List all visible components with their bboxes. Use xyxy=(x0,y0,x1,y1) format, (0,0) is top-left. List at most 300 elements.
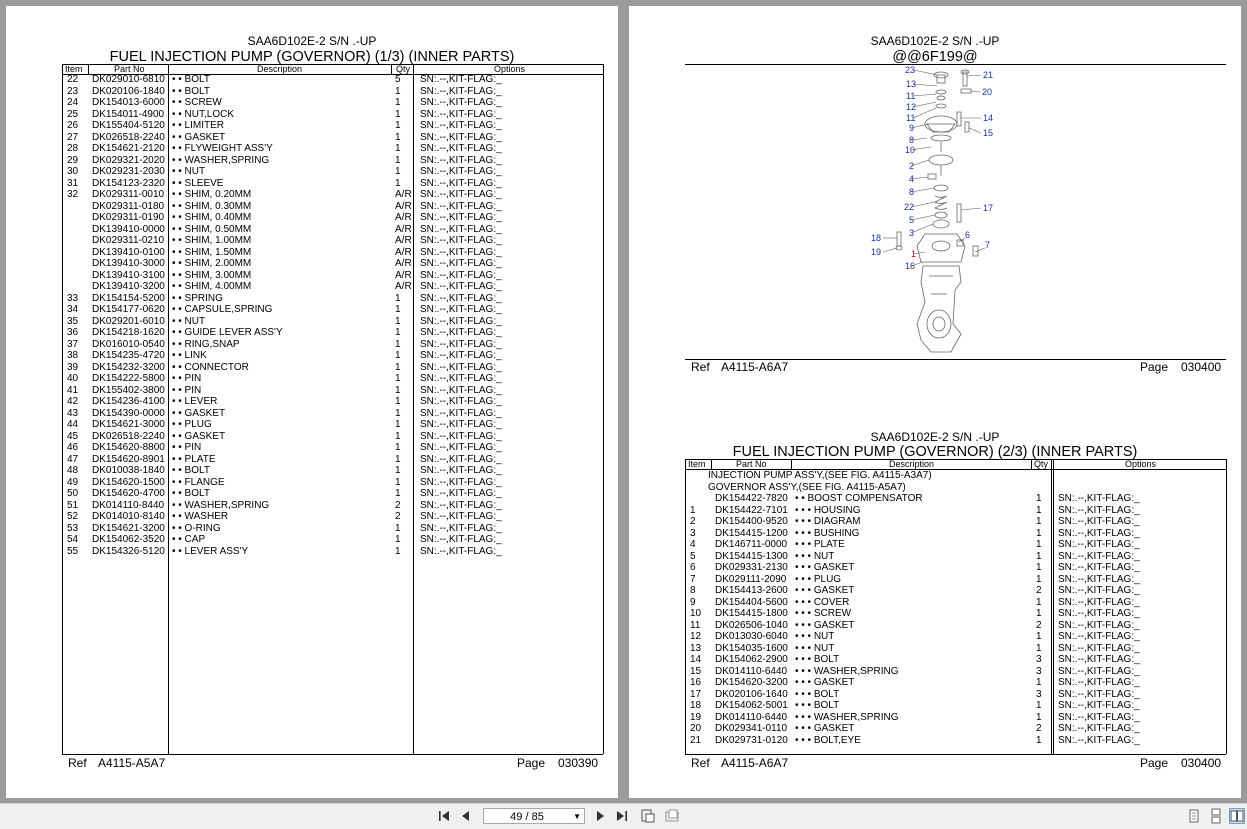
table-row xyxy=(629,574,1229,586)
fit-width-icon[interactable] xyxy=(664,808,680,824)
options-cell: SN:.--,KIT-FLAG:_ xyxy=(420,235,502,246)
options-cell: SN:.--,KIT-FLAG:_ xyxy=(420,338,502,350)
qty-cell: 1 xyxy=(395,304,401,315)
column-header-part-no: Part No xyxy=(114,64,145,74)
qty-cell: 1 xyxy=(1036,550,1042,562)
callout-label: 5 xyxy=(909,215,915,225)
qty-cell: 1 xyxy=(395,166,401,177)
table-row xyxy=(6,304,606,316)
part-number-cell: DK154013-6000 xyxy=(92,97,165,108)
next-page-icon[interactable] xyxy=(592,808,608,824)
part-number-cell: DK155402-3800 xyxy=(92,384,165,396)
callout-label: 3 xyxy=(909,228,915,238)
item-cell: 37 xyxy=(67,338,79,350)
options-cell: SN:.--,KIT-FLAG:_ xyxy=(420,97,502,108)
description-cell: • • CONNECTOR xyxy=(172,361,249,373)
item-cell: 42 xyxy=(67,396,79,407)
part-number-cell: DK029010-6810 xyxy=(92,74,165,85)
options-cell: SN:.--,KIT-FLAG:_ xyxy=(1058,550,1140,562)
options-cell: SN:.--,KIT-FLAG:_ xyxy=(1058,493,1140,504)
qty-cell: 1 xyxy=(1036,734,1042,746)
qty-cell: 1 xyxy=(395,419,401,430)
document-page-left xyxy=(6,6,618,798)
options-cell: SN:.--,KIT-FLAG:_ xyxy=(420,74,502,85)
callout-label: 11 xyxy=(906,91,916,101)
options-cell: SN:.--,KIT-FLAG:_ xyxy=(420,189,502,200)
qty-cell: 1 xyxy=(395,453,401,465)
callout-labels xyxy=(871,65,993,271)
callout-label: 16 xyxy=(905,261,916,271)
callout-label: 22 xyxy=(904,202,915,212)
description-cell: • • BOLT xyxy=(172,488,210,499)
description-cell: • • PIN xyxy=(172,373,202,384)
item-cell: 55 xyxy=(67,545,79,557)
table-row xyxy=(629,677,1229,689)
fit-page-icon[interactable] xyxy=(640,808,656,824)
item-cell: 31 xyxy=(67,177,79,189)
item-cell: 16 xyxy=(690,677,702,688)
options-cell: SN:.--,KIT-FLAG:_ xyxy=(420,258,502,269)
last-page-icon[interactable] xyxy=(614,808,630,824)
part-number-cell: DK029341-0110 xyxy=(715,723,788,734)
options-cell: SN:.--,KIT-FLAG:_ xyxy=(420,292,502,304)
figure-ref-value: A4115-A6A7 xyxy=(721,360,789,374)
description-cell: • • • GASKET xyxy=(795,723,855,734)
description-cell: • • SHIM, 2.00MM xyxy=(172,258,252,269)
part-number-cell: DK013030-6040 xyxy=(715,631,788,642)
qty-cell: 1 xyxy=(1036,493,1042,504)
part-number-cell: DK014110-8440 xyxy=(92,499,165,511)
parts-page-label: Page xyxy=(1140,756,1169,770)
options-cell: SN:.--,KIT-FLAG:_ xyxy=(420,166,502,177)
options-cell: SN:.--,KIT-FLAG:_ xyxy=(1058,596,1140,608)
callout-label: 20 xyxy=(982,87,993,97)
qty-cell: 1 xyxy=(395,108,401,120)
table-row xyxy=(629,539,1229,551)
part-number-cell: DK154035-1600 xyxy=(715,642,788,654)
description-cell: • • SHIM, 0.50MM xyxy=(172,223,252,235)
item-cell: 43 xyxy=(67,407,79,419)
part-number-cell: DK029231-2030 xyxy=(92,166,165,177)
table-row xyxy=(629,654,1229,666)
item-cell: 27 xyxy=(67,131,79,143)
options-cell: SN:.--,KIT-FLAG:_ xyxy=(420,269,502,281)
part-number-cell: DK154062-2900 xyxy=(715,654,788,665)
options-cell: SN:.--,KIT-FLAG:_ xyxy=(1058,504,1140,516)
prev-page-icon[interactable] xyxy=(458,808,474,824)
qty-cell: 2 xyxy=(1036,723,1042,734)
qty-cell: 1 xyxy=(1036,539,1042,550)
item-cell: 33 xyxy=(67,292,79,304)
figure-title: @@6F199@ xyxy=(892,49,978,65)
table-row xyxy=(629,689,1229,701)
description-cell: • • SHIM, 3.00MM xyxy=(172,269,252,281)
qty-cell: 5 xyxy=(395,74,401,85)
part-number-cell: DK029731-0120 xyxy=(715,734,788,746)
description-cell: • • SHIM, 1.00MM xyxy=(172,235,252,246)
item-cell: 53 xyxy=(67,522,79,534)
column-header-options: Options xyxy=(494,64,526,74)
callout-label: 2 xyxy=(909,161,915,171)
qty-cell: 1 xyxy=(395,131,401,143)
part-number-cell: DK139410-0100 xyxy=(92,246,165,258)
qty-cell: 1 xyxy=(395,396,401,407)
description-cell: • • LINK xyxy=(172,350,207,361)
callout-label: 6 xyxy=(965,230,971,240)
options-cell: SN:.--,KIT-FLAG:_ xyxy=(420,200,502,212)
options-cell: SN:.--,KIT-FLAG:_ xyxy=(420,430,502,442)
description-cell: • • • BOLT xyxy=(795,654,840,665)
table-row xyxy=(6,97,606,109)
callout-label: 13 xyxy=(906,79,917,89)
qty-cell: 1 xyxy=(1036,573,1042,585)
part-number-cell: DK154236-4100 xyxy=(92,396,165,407)
exploded-parts-diagram xyxy=(685,62,1226,358)
options-cell: SN:.--,KIT-FLAG:_ xyxy=(420,361,502,373)
options-cell: SN:.--,KIT-FLAG:_ xyxy=(420,453,502,465)
description-cell: • • • SCREW xyxy=(795,608,852,619)
item-cell: 17 xyxy=(690,688,702,700)
description-cell: • • • WASHER,SPRING xyxy=(795,711,899,723)
description-cell: • • LIMITER xyxy=(172,120,225,131)
description-cell: • • • DIAGRAM xyxy=(795,516,861,527)
callout-label: 8 xyxy=(909,135,915,145)
column-header-qty: Qty xyxy=(396,64,411,74)
callout-label: 9 xyxy=(909,123,915,133)
description-cell: • • BOLT xyxy=(172,465,210,476)
table-row xyxy=(6,477,606,489)
qty-cell: 1 xyxy=(395,177,401,189)
description-cell: • • • PLATE xyxy=(795,539,845,550)
options-cell: SN:.--,KIT-FLAG:_ xyxy=(420,281,502,292)
options-cell: SN:.--,KIT-FLAG:_ xyxy=(420,327,502,338)
item-cell: 22 xyxy=(67,74,79,85)
qty-cell: 1 xyxy=(395,327,401,338)
column-header-item: Item xyxy=(65,64,83,74)
qty-cell: A/R xyxy=(395,258,412,269)
first-page-icon[interactable] xyxy=(436,808,452,824)
options-cell: SN:.--,KIT-FLAG:_ xyxy=(420,419,502,430)
options-cell: SN:.--,KIT-FLAG:_ xyxy=(420,154,502,166)
table-row xyxy=(6,373,606,385)
description-cell: • • • WASHER,SPRING xyxy=(795,665,899,677)
description-cell: • • SPRING xyxy=(172,292,223,304)
table-row xyxy=(6,201,606,213)
table-row xyxy=(6,155,606,167)
description-cell: • • SCREW xyxy=(172,97,222,108)
item-cell: 47 xyxy=(67,453,79,465)
description-cell: • • • BOLT xyxy=(795,688,840,700)
part-number-cell: DK014110-6440 xyxy=(715,665,788,677)
options-cell: SN:.--,KIT-FLAG:_ xyxy=(1058,734,1140,746)
qty-cell: 3 xyxy=(1036,688,1042,700)
table-row xyxy=(6,132,606,144)
qty-cell: A/R xyxy=(395,235,412,246)
item-cell: 9 xyxy=(690,596,696,608)
options-cell: SN:.--,KIT-FLAG:_ xyxy=(420,120,502,131)
callout-label: 21 xyxy=(983,70,994,80)
callout-label: 23 xyxy=(905,65,916,75)
ref-label: Ref xyxy=(68,756,87,770)
table-row xyxy=(629,493,1229,505)
part-number-cell: DK154218-1620 xyxy=(92,327,165,338)
table-row xyxy=(6,316,606,328)
table-row xyxy=(6,281,606,293)
part-number-cell: DK154326-5120 xyxy=(92,545,165,557)
qty-cell: 1 xyxy=(395,292,401,304)
qty-cell: 1 xyxy=(395,120,401,131)
description-cell: • • • NUT xyxy=(795,642,835,654)
document-page-right xyxy=(629,6,1241,798)
page-label: Page xyxy=(517,756,546,770)
item-cell: 8 xyxy=(690,585,696,596)
options-cell: SN:.--,KIT-FLAG:_ xyxy=(420,384,502,396)
options-cell: SN:.--,KIT-FLAG:_ xyxy=(1058,573,1140,585)
ref-value: A4115-A5A7 xyxy=(98,756,166,770)
table-row xyxy=(6,408,606,420)
table-row xyxy=(6,546,606,558)
description-cell: • • LEVER ASS'Y xyxy=(172,545,249,557)
description-cell: • • • PLUG xyxy=(795,573,842,585)
options-cell: SN:.--,KIT-FLAG:_ xyxy=(420,350,502,361)
item-cell: 28 xyxy=(67,143,79,154)
parts-model-header: SAA6D102E-2 S/N .-UP xyxy=(870,430,1000,444)
qty-cell: A/R xyxy=(395,212,412,223)
options-cell: SN:.--,KIT-FLAG:_ xyxy=(420,212,502,223)
part-number-cell: DK029111-2090 xyxy=(715,573,787,585)
part-number-cell: DK154415-1800 xyxy=(715,608,788,619)
callout-label: 7 xyxy=(985,240,991,250)
part-number-cell: DK154415-1200 xyxy=(715,527,788,539)
options-cell: SN:.--,KIT-FLAG:_ xyxy=(420,304,502,315)
item-cell: 14 xyxy=(690,654,702,665)
table-row xyxy=(6,454,606,466)
description-cell: • • RING,SNAP xyxy=(172,338,240,350)
part-number-cell: DK139410-0000 xyxy=(92,223,165,235)
options-cell: SN:.--,KIT-FLAG:_ xyxy=(420,223,502,235)
table-row xyxy=(6,74,606,86)
part-number-cell: DK029311-0210 xyxy=(92,235,165,246)
qty-cell: 1 xyxy=(395,430,401,442)
item-cell: 39 xyxy=(67,361,79,373)
column-header-qty: Qty xyxy=(1034,459,1049,469)
options-cell: SN:.--,KIT-FLAG:_ xyxy=(1058,631,1140,642)
part-number-cell: DK029311-0180 xyxy=(92,200,165,212)
part-number-cell: DK154413-2600 xyxy=(715,585,788,596)
qty-cell: A/R xyxy=(395,246,412,258)
page-title: FUEL INJECTION PUMP (GOVERNOR) (1/3) (INNER PARTS) xyxy=(109,49,515,65)
qty-cell: 1 xyxy=(1036,711,1042,723)
part-number-cell: DK154154-5200 xyxy=(92,292,165,304)
table-row xyxy=(629,562,1229,574)
table-row xyxy=(6,339,606,351)
item-cell: 40 xyxy=(67,373,79,384)
item-cell: 23 xyxy=(67,85,79,97)
options-cell: SN:.--,KIT-FLAG:_ xyxy=(420,465,502,476)
part-number-cell: DK020106-1640 xyxy=(715,688,788,700)
description-cell: • • FLYWEIGHT ASS'Y xyxy=(172,143,273,154)
options-cell: SN:.--,KIT-FLAG:_ xyxy=(420,108,502,120)
qty-cell: 3 xyxy=(1036,665,1042,677)
description-cell: • • • COVER xyxy=(795,596,850,608)
chevron-down-icon[interactable]: ▼ xyxy=(573,812,581,821)
table-row xyxy=(6,500,606,512)
column-header-options: Options xyxy=(1125,459,1157,469)
single-page-view-icon[interactable] xyxy=(1186,808,1202,824)
table-row xyxy=(6,120,606,132)
part-number-cell: DK154620-1500 xyxy=(92,476,165,488)
part-number-cell: DK154123-2320 xyxy=(92,177,165,189)
item-cell: 19 xyxy=(690,711,702,723)
table-row xyxy=(629,551,1229,563)
column-header-part-no: Part No xyxy=(736,459,767,469)
item-cell: 50 xyxy=(67,488,79,499)
part-number-cell: DK139410-3000 xyxy=(92,258,165,269)
qty-cell: 1 xyxy=(395,97,401,108)
description-cell: • • CAP xyxy=(172,534,206,545)
item-cell: 15 xyxy=(690,665,702,677)
table-row xyxy=(6,523,606,535)
item-cell: 48 xyxy=(67,465,79,476)
qty-cell: A/R xyxy=(395,223,412,235)
table-note: GOVERNOR ASS'Y,(SEE FIG. A4115-A5A7) xyxy=(708,481,906,493)
item-cell: 6 xyxy=(690,562,696,573)
part-number-cell: DK154011-4900 xyxy=(92,108,165,120)
description-cell: • • WASHER xyxy=(172,511,229,522)
options-cell: SN:.--,KIT-FLAG:_ xyxy=(1058,688,1140,700)
qty-cell: 1 xyxy=(1036,631,1042,642)
item-cell: 51 xyxy=(67,499,79,511)
part-number-cell: DK155404-5120 xyxy=(92,120,165,131)
options-cell: SN:.--,KIT-FLAG:_ xyxy=(420,143,502,154)
figure-page-number: 030400 xyxy=(1181,360,1222,374)
description-cell: • • BOOST COMPENSATOR xyxy=(795,493,923,504)
table-row xyxy=(6,86,606,98)
part-number-cell: DK014010-8140 xyxy=(92,511,165,522)
part-number-cell: DK020106-1840 xyxy=(92,85,165,97)
column-header-description: Description xyxy=(257,64,303,74)
item-cell: 46 xyxy=(67,442,79,453)
table-row xyxy=(6,534,606,546)
page-number: 030390 xyxy=(558,756,599,770)
description-cell: • • SHIM, 0.20MM xyxy=(172,189,252,200)
description-cell: • • GUIDE LEVER ASS'Y xyxy=(172,327,283,338)
description-cell: • • CAPSULE,SPRING xyxy=(172,304,273,315)
description-cell: • • • GASKET xyxy=(795,562,855,573)
part-number-cell: DK154620-8901 xyxy=(92,453,165,465)
description-cell: • • WASHER,SPRING xyxy=(172,154,270,166)
item-cell: 30 xyxy=(67,166,79,177)
options-cell: SN:.--,KIT-FLAG:_ xyxy=(1058,677,1140,688)
part-number-cell: DK029321-2020 xyxy=(92,154,165,166)
description-cell: • • SHIM, 4.00MM xyxy=(172,281,252,292)
table-note: INJECTION PUMP ASS'Y,(SEE FIG. A4115-A3A7) xyxy=(708,470,932,481)
options-cell: SN:.--,KIT-FLAG:_ xyxy=(1058,562,1140,573)
description-cell: • • GASKET xyxy=(172,131,226,143)
description-cell: • • PLUG xyxy=(172,419,212,430)
part-number-cell: DK026506-1040 xyxy=(715,619,788,631)
qty-cell: 1 xyxy=(395,373,401,384)
options-cell: SN:.--,KIT-FLAG:_ xyxy=(420,522,502,534)
options-cell: SN:.--,KIT-FLAG:_ xyxy=(420,373,502,384)
qty-cell: 1 xyxy=(395,154,401,166)
page-number-field[interactable] xyxy=(483,808,585,824)
figure-page-label: Page xyxy=(1140,360,1169,374)
part-number-cell: DK154062-5001 xyxy=(715,700,788,711)
description-cell: • • LEVER xyxy=(172,396,218,407)
item-cell: 24 xyxy=(67,97,79,108)
callout-label: 10 xyxy=(905,145,916,155)
qty-cell: 1 xyxy=(395,143,401,154)
table-row xyxy=(629,700,1229,712)
parts-title: FUEL INJECTION PUMP (GOVERNOR) (2/3) (INNER PARTS) xyxy=(732,444,1138,460)
continuous-view-icon[interactable] xyxy=(1208,808,1224,824)
qty-cell: 1 xyxy=(395,384,401,396)
item-cell: 29 xyxy=(67,154,79,166)
qty-cell: 2 xyxy=(1036,619,1042,631)
item-cell: 13 xyxy=(690,642,702,654)
table-row xyxy=(629,723,1229,735)
options-cell: SN:.--,KIT-FLAG:_ xyxy=(420,407,502,419)
description-cell: • • SHIM, 0.30MM xyxy=(172,200,252,212)
part-number-cell: DK154422-7820 xyxy=(715,493,788,504)
description-cell: • • NUT,LOCK xyxy=(172,108,235,120)
qty-cell: 1 xyxy=(395,522,401,534)
description-cell: • • • HOUSING xyxy=(795,504,861,516)
part-number-cell: DK154232-3200 xyxy=(92,361,165,373)
item-cell: 45 xyxy=(67,430,79,442)
qty-cell: 1 xyxy=(1036,700,1042,711)
description-cell: • • O-RING xyxy=(172,522,221,534)
options-cell: SN:.--,KIT-FLAG:_ xyxy=(1058,527,1140,539)
options-cell: SN:.--,KIT-FLAG:_ xyxy=(1058,665,1140,677)
options-cell: SN:.--,KIT-FLAG:_ xyxy=(420,534,502,545)
table-row xyxy=(6,258,606,270)
table-row xyxy=(629,631,1229,643)
options-cell: SN:.--,KIT-FLAG:_ xyxy=(1058,723,1140,734)
qty-cell: 2 xyxy=(1036,585,1042,596)
qty-cell: 3 xyxy=(1036,654,1042,665)
part-number-cell: DK154415-1300 xyxy=(715,550,788,562)
options-cell: SN:.--,KIT-FLAG:_ xyxy=(420,476,502,488)
item-cell: 2 xyxy=(690,516,696,527)
table-row xyxy=(6,431,606,443)
qty-cell: A/R xyxy=(395,269,412,281)
qty-cell: 1 xyxy=(1036,677,1042,688)
description-cell: • • PIN xyxy=(172,442,202,453)
part-number-cell: DK154062-3520 xyxy=(92,534,165,545)
description-cell: • • • BOLT,EYE xyxy=(795,734,861,746)
two-page-view-icon[interactable] xyxy=(1229,808,1245,824)
table-row xyxy=(629,608,1229,620)
description-cell: • • PIN xyxy=(172,384,202,396)
description-cell: • • PLATE xyxy=(172,453,216,465)
table-row xyxy=(629,597,1229,609)
part-number-cell: DK154404-5600 xyxy=(715,596,788,608)
item-cell: 41 xyxy=(67,384,79,396)
qty-cell: 1 xyxy=(1036,516,1042,527)
description-cell: • • SLEEVE xyxy=(172,177,224,189)
part-number-cell: DK010038-1840 xyxy=(92,465,165,476)
description-cell: • • • NUT xyxy=(795,631,835,642)
table-row xyxy=(6,442,606,454)
item-cell: 52 xyxy=(67,511,79,522)
options-cell: SN:.--,KIT-FLAG:_ xyxy=(1058,539,1140,550)
table-row xyxy=(629,666,1229,678)
callout-label: 14 xyxy=(983,113,994,123)
part-number-cell: DK154222-5800 xyxy=(92,373,165,384)
description-cell: • • GASKET xyxy=(172,430,226,442)
